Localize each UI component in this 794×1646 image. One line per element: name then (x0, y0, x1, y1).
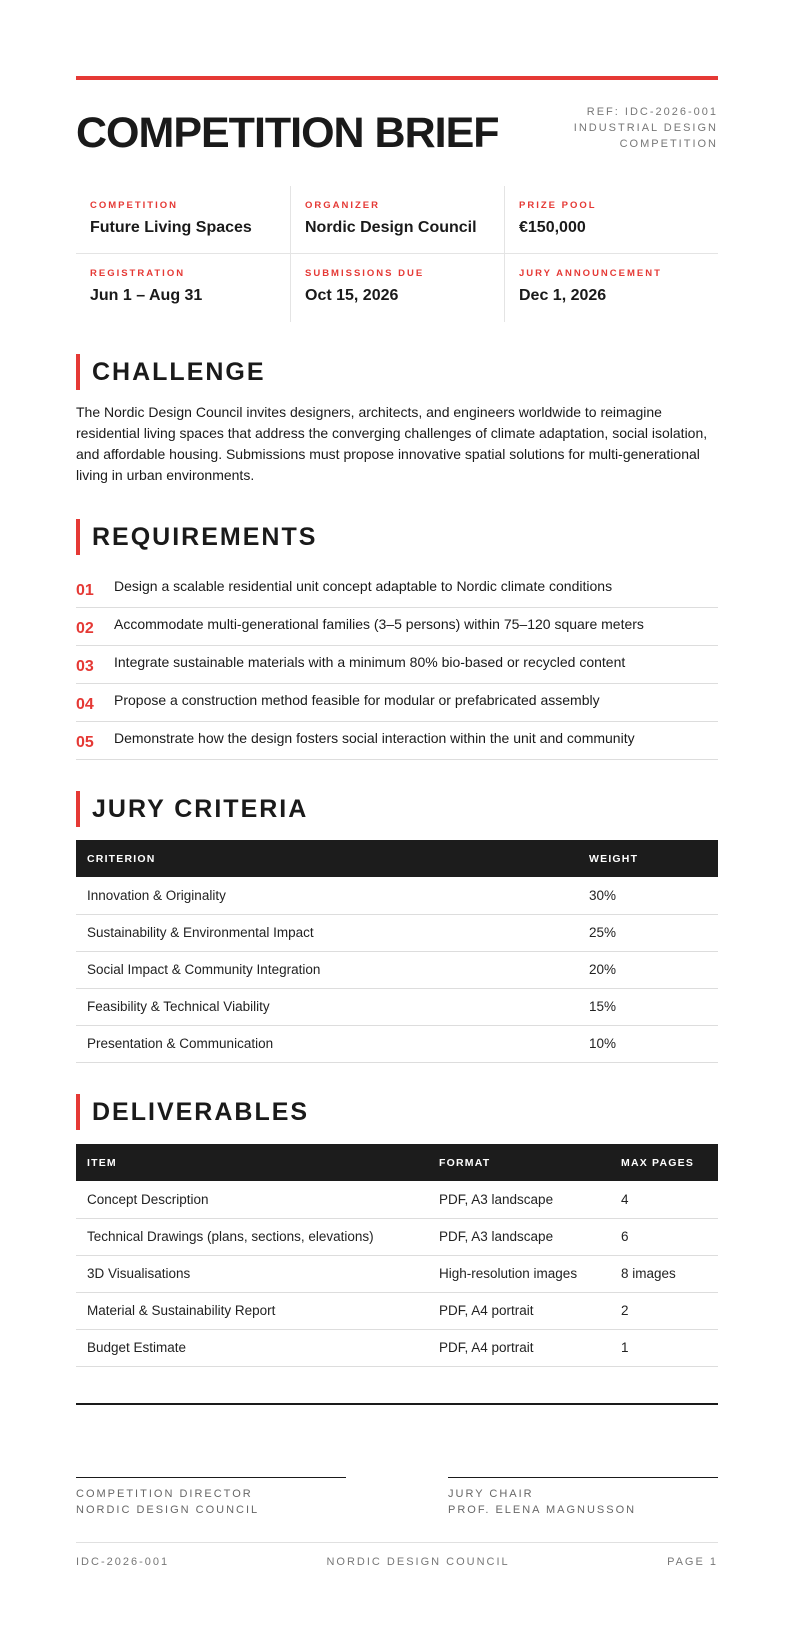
info-label: REGISTRATION (90, 268, 186, 279)
weight-cell: 20% (578, 951, 718, 988)
table-row (76, 914, 718, 951)
table-row (76, 877, 718, 914)
criterion-cell: Sustainability & Environmental Impact (76, 914, 578, 951)
signature-block-director (76, 1477, 346, 1518)
format-cell: High-resolution images (428, 1255, 610, 1292)
table-row (76, 988, 718, 1025)
signature-org: PROF. ELENA MAGNUSSON (448, 1504, 637, 1516)
column-header-max-pages: MAX PAGES (610, 1144, 718, 1181)
requirement-number: 04 (76, 695, 94, 713)
max-pages-cell: 6 (610, 1218, 718, 1255)
info-cell-submissions-due (290, 254, 504, 322)
weight-cell: 15% (578, 988, 718, 1025)
ref-line: REF: IDC-2026-001 (586, 106, 718, 118)
footer-ref: IDC-2026-001 (76, 1556, 170, 1568)
format-cell: PDF, A3 landscape (428, 1181, 610, 1218)
table-row (76, 951, 718, 988)
requirement-number: 03 (76, 657, 94, 675)
ref-line: COMPETITION (619, 138, 718, 150)
section-heading-text: CHALLENGE (92, 357, 266, 386)
signature-role: JURY CHAIR (448, 1488, 534, 1500)
item-cell: Concept Description (76, 1181, 428, 1218)
max-pages-cell: 2 (610, 1292, 718, 1329)
info-cell-prize-pool (504, 186, 718, 254)
info-value: Oct 15, 2026 (305, 287, 399, 304)
header (76, 104, 718, 157)
criterion-cell: Social Impact & Community Integration (76, 951, 578, 988)
info-label: JURY ANNOUNCEMENT (519, 268, 662, 279)
info-label: SUBMISSIONS DUE (305, 268, 425, 279)
section-heading-deliverables (76, 1094, 718, 1130)
requirement-item (76, 608, 718, 646)
info-label: PRIZE POOL (519, 200, 597, 211)
info-value: Future Living Spaces (90, 219, 252, 236)
format-cell: PDF, A4 portrait (428, 1292, 610, 1329)
criterion-cell: Feasibility & Technical Viability (76, 988, 578, 1025)
weight-cell: 25% (578, 914, 718, 951)
requirement-number: 01 (76, 581, 94, 599)
info-grid (76, 186, 718, 322)
top-accent-rule (76, 76, 718, 80)
reference-block (538, 104, 718, 152)
info-value: Dec 1, 2026 (519, 287, 607, 304)
requirement-item (76, 722, 718, 760)
signature-org: NORDIC DESIGN COUNCIL (76, 1504, 260, 1516)
requirement-text: Demonstrate how the design fosters social interaction within the unit and community (114, 729, 635, 746)
table-row (76, 1181, 718, 1218)
max-pages-cell: 1 (610, 1329, 718, 1366)
requirement-item (76, 570, 718, 608)
table-row (76, 1329, 718, 1366)
weight-cell: 30% (578, 877, 718, 914)
info-label: COMPETITION (90, 200, 178, 211)
ref-line: INDUSTRIAL DESIGN (573, 122, 718, 134)
section-heading-text: JURY CRITERIA (92, 794, 309, 823)
info-value: €150,000 (519, 219, 586, 236)
page-footer (76, 1542, 718, 1568)
requirement-text: Propose a construction method feasible for modular or prefabricated assembly (114, 691, 600, 708)
table-row (76, 1025, 718, 1062)
page-number: PAGE 1 (667, 1556, 718, 1568)
format-cell: PDF, A3 landscape (428, 1218, 610, 1255)
info-cell-competition (76, 186, 290, 254)
requirement-text: Design a scalable residential unit concept adaptable to Nordic climate conditions (114, 577, 613, 594)
table-row (76, 1255, 718, 1292)
table-row (76, 1292, 718, 1329)
section-heading-requirements (76, 519, 718, 555)
deliverables-table (76, 1144, 718, 1367)
max-pages-cell: 4 (610, 1181, 718, 1218)
item-cell: 3D Visualisations (76, 1255, 428, 1292)
criterion-cell: Presentation & Communication (76, 1025, 578, 1062)
requirement-text: Accommodate multi-generational families (3–5 persons) within 75–120 square meters (114, 615, 644, 632)
table-header-row (76, 1144, 718, 1181)
page-title: COMPETITION BRIEF (76, 109, 499, 157)
footer-divider (76, 1403, 718, 1405)
column-header-criterion: CRITERION (76, 840, 578, 877)
section-heading-challenge (76, 354, 718, 390)
column-header-item: ITEM (76, 1144, 428, 1181)
requirement-number: 05 (76, 733, 94, 751)
info-value: Nordic Design Council (305, 219, 477, 236)
requirement-item (76, 646, 718, 684)
signature-block-jury-chair (448, 1477, 718, 1518)
requirement-text: Integrate sustainable materials with a minimum 80% bio-based or recycled content (114, 653, 626, 670)
challenge-paragraph: The Nordic Design Council invites designers, architects, and engineers worldwide to reimagine residential living spaces that address the converging challenges of climate adaptation, social isolation, and affordable housing. Submissions must propose innovative spatial solutions for multi-generational living in urban environments. (76, 404, 708, 483)
info-cell-registration (76, 254, 290, 322)
format-cell: PDF, A4 portrait (428, 1329, 610, 1366)
item-cell: Technical Drawings (plans, sections, elevations) (76, 1218, 428, 1255)
requirement-number: 02 (76, 619, 94, 637)
info-value: Jun 1 – Aug 31 (90, 287, 203, 304)
section-heading-text: DELIVERABLES (92, 1097, 310, 1126)
weight-cell: 10% (578, 1025, 718, 1062)
table-header-row (76, 840, 718, 877)
requirements-list (76, 570, 718, 760)
column-header-format: FORMAT (428, 1144, 610, 1181)
footer-org: NORDIC DESIGN COUNCIL (326, 1556, 510, 1568)
item-cell: Material & Sustainability Report (76, 1292, 428, 1329)
requirement-item (76, 684, 718, 722)
section-heading-text: REQUIREMENTS (92, 522, 318, 551)
criterion-cell: Innovation & Originality (76, 877, 578, 914)
info-cell-organizer (290, 186, 504, 254)
signature-role: COMPETITION DIRECTOR (76, 1488, 253, 1500)
jury-criteria-table (76, 840, 718, 1063)
info-label: ORGANIZER (305, 200, 380, 211)
max-pages-cell: 8 images (610, 1255, 718, 1292)
item-cell: Budget Estimate (76, 1329, 428, 1366)
info-cell-jury-announcement (504, 254, 718, 322)
column-header-weight: WEIGHT (578, 840, 718, 877)
section-heading-jury-criteria (76, 791, 718, 827)
table-row (76, 1218, 718, 1255)
